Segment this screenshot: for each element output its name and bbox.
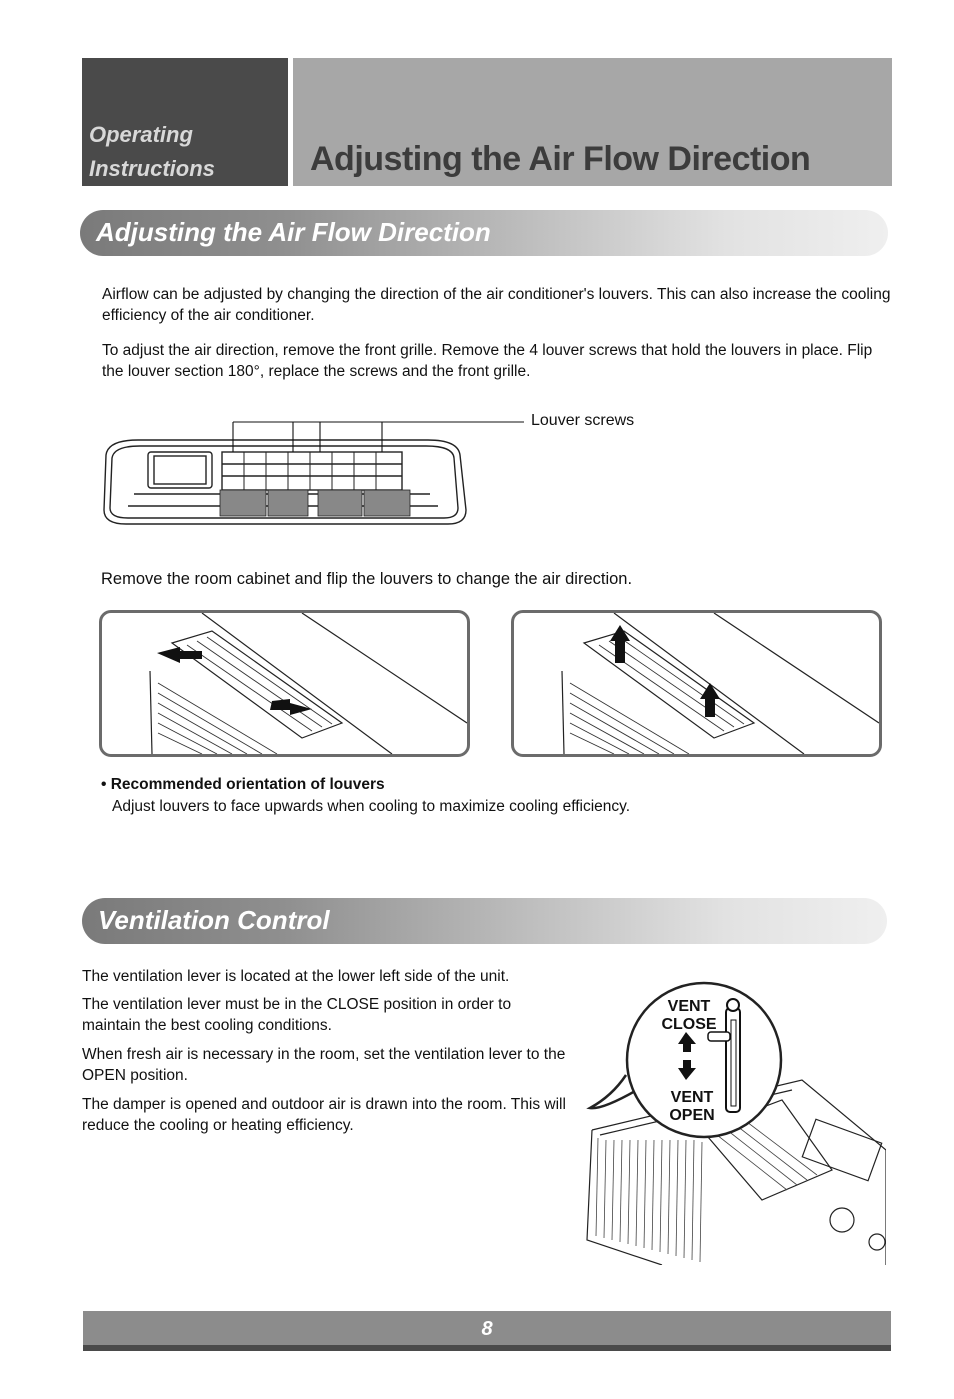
recommend-title: • Recommended orientation of louvers xyxy=(101,776,385,793)
page-footer xyxy=(83,1311,891,1351)
vent-open-label xyxy=(663,1089,721,1125)
header-section-line2: Instructions xyxy=(89,156,215,181)
remove-cabinet-text: Remove the room cabinet and flip the louvers to change the air direction. xyxy=(101,570,633,588)
header-section-line1: Operating xyxy=(89,122,193,147)
louver-panel-after xyxy=(511,610,882,757)
page-title: Adjusting the Air Flow Direction xyxy=(310,140,811,178)
header-section-label xyxy=(82,58,288,186)
vent-close-label xyxy=(660,998,718,1034)
airflow-paragraph-2: To adjust the air direction, remove the front grille. Remove the 4 louver screws that hold the louvers in place. Flip the louver section 180°, replace the screws and the front grille. xyxy=(102,342,873,380)
ventilation-paragraph-2: The ventilation lever must be in the CLOSE position in order to maintain the best cooling conditions. xyxy=(82,996,512,1034)
section-heading-airflow xyxy=(80,210,888,256)
vent-open-line1: VENT xyxy=(670,1089,714,1106)
ventilation-paragraph-4: The damper is opened and outdoor air is drawn into the room. This will reduce the cooling or heating efficiency. xyxy=(82,1096,566,1134)
section-heading-ventilation-text: Ventilation Control xyxy=(98,905,330,935)
louver-after-illustration xyxy=(514,613,879,754)
section-heading-ventilation xyxy=(82,898,887,944)
ventilation-paragraph-3: When fresh air is necessary in the room, set the ventilation lever to the OPEN position. xyxy=(82,1046,566,1084)
vent-open-line2: OPEN xyxy=(669,1107,715,1124)
vent-close-line1: VENT xyxy=(667,998,711,1015)
ventilation-lever-illustration xyxy=(582,980,886,1265)
recommend-text: Adjust louvers to face upwards when cooling to maximize cooling efficiency. xyxy=(112,798,631,815)
airflow-paragraph-1: Airflow can be adjusted by changing the direction of the air conditioner's louvers. This can also increase the cooling efficiency of the air conditioner. xyxy=(102,286,891,324)
louver-before-illustration xyxy=(102,613,467,754)
louver-screws-label: Louver screws xyxy=(531,412,635,429)
vent-close-line2: CLOSE xyxy=(661,1016,717,1033)
louver-screws-diagram xyxy=(98,410,538,535)
page-number: 8 xyxy=(481,1318,493,1340)
louver-panel-before xyxy=(99,610,470,757)
section-heading-airflow-text: Adjusting the Air Flow Direction xyxy=(96,217,491,247)
ventilation-paragraph-1: The ventilation lever is located at the lower left side of the unit. xyxy=(82,968,510,985)
